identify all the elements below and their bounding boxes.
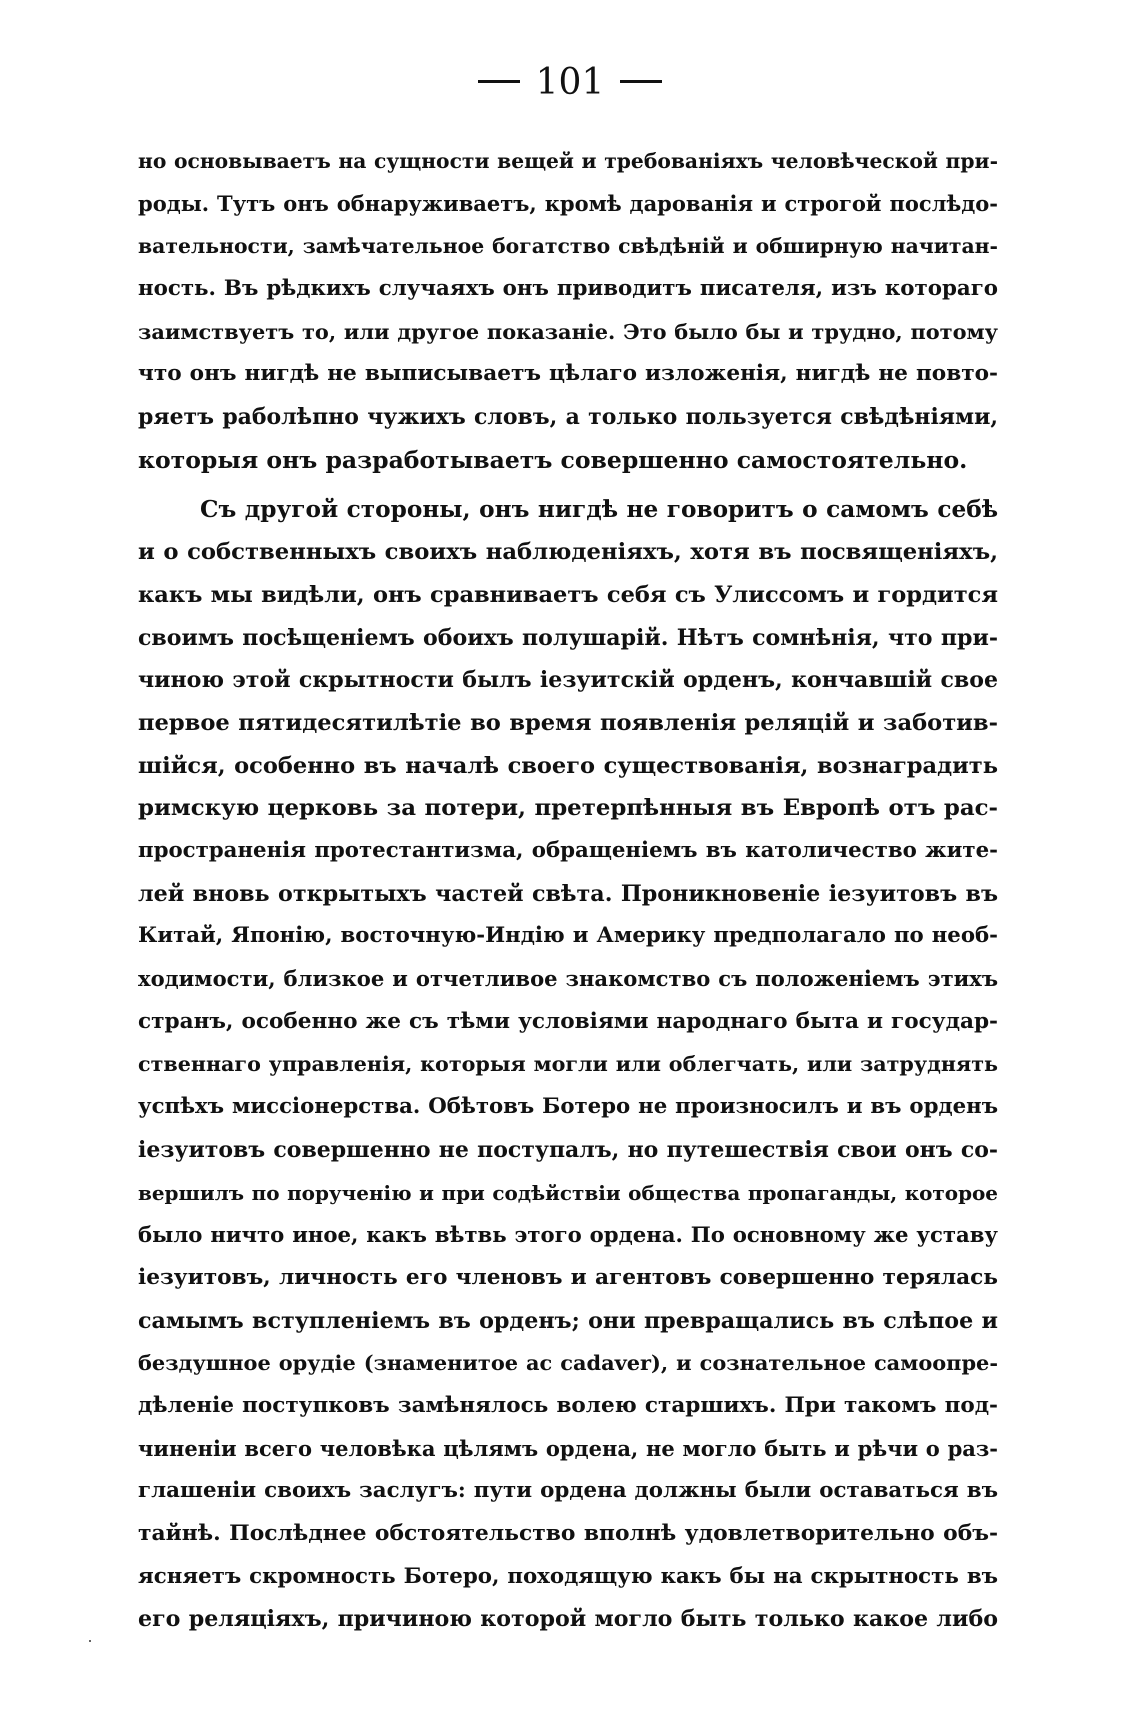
paragraph-gap <box>138 482 998 489</box>
text-line: заимствуетъ то, или другое показанiе. Это было бы и трудно, потому <box>138 318 998 344</box>
text-line: ственнаго управленiя, которыя могли или облегчать, или затруднять <box>138 1052 998 1077</box>
text-line: iезуитовъ, личность его членовъ и агентовъ совершенно терялась <box>138 1264 998 1290</box>
text-line: что онъ нигдѣ не выписываетъ цѣлаго изложенiя, нигдѣ не повто- <box>138 361 998 387</box>
text-line: Китай, Японiю, восточную-Индiю и Америку предполагало по необ- <box>138 923 998 949</box>
text-line: ходимости, близкое и отчетливое знакомство съ положенiемъ этихъ <box>138 966 998 992</box>
text-line: iезуитовъ совершенно не поступалъ, но путешествiя свои онъ со- <box>138 1136 998 1163</box>
page-header <box>0 62 1140 103</box>
text-line: какъ мы видѣли, онъ сравниваетъ себя съ Улиссомъ и гордится <box>138 581 998 608</box>
text-line: чиною этой скрытности былъ iезуитскiй орденъ, кончавшiй свое <box>138 667 998 694</box>
left-dash <box>478 80 520 83</box>
text-line: самымъ вступленiемъ въ орденъ; они превращались въ слѣпое и <box>138 1307 998 1334</box>
text-line: его реляцiяхъ, причиною которой могло быть только какое либо <box>138 1606 998 1633</box>
text-line: роды. Тутъ онъ обнаруживаетъ, кромѣ дарованiя и строгой послѣдо- <box>138 190 998 216</box>
text-line: вательности, замѣчательное богатство свѣдѣнiй и обширную начитан- <box>138 234 998 259</box>
text-line: тайнѣ. Послѣднее обстоятельство вполнѣ удовлетворительно объ- <box>138 1521 998 1546</box>
text-line: шiйся, особенно въ началѣ своего существованiя, вознаградить <box>138 752 998 779</box>
text-line: глашенiи своихъ заслугъ: пути ордена должны были оставаться въ <box>138 1478 998 1504</box>
text-line: было ничто иное, какъ вѣтвь этого ордена. По основному же уставу <box>138 1222 998 1248</box>
text-line: Съ другой стороны, онъ нигдѣ не говоритъ о самомъ себѣ <box>200 495 998 523</box>
text-line: вершилъ по порученiю и при содѣйствiи общества пропаганды, которое <box>138 1180 998 1205</box>
text-line: успѣхъ миссiонерства. Обѣтовъ Ботеро не произносилъ и въ орденъ <box>138 1094 998 1120</box>
text-line: пространенiя протестантизма, обращенiемъ въ католичество жите- <box>138 838 998 863</box>
text-line: дѣленiе поступковъ замѣнялось волею старшихъ. При такомъ под- <box>138 1392 998 1418</box>
text-line: ясняетъ скромность Ботеро, походящую какъ бы на скрытность въ <box>138 1563 998 1589</box>
text-line: своимъ посѣщенiемъ обоихъ полушарiй. Нѣтъ сомнѣнiя, что при- <box>138 624 998 651</box>
text-line: странъ, особенно же съ тѣми условiями народнаго быта и государ- <box>138 1008 998 1034</box>
text-line: чиненiи всего человѣка цѣлямъ ордена, не могло быть и рѣчи о раз- <box>138 1435 998 1461</box>
text-line: и о собственныхъ своихъ наблюденiяхъ, хотя въ посвященiяхъ, <box>138 539 998 566</box>
text-line: которыя онъ разработываетъ совершенно самостоятельно. <box>138 445 968 474</box>
print-speck <box>89 1640 91 1642</box>
text-line: первое пятидесятилѣтiе во время появленiя реляцiй и заботив- <box>138 709 998 736</box>
text-line: ность. Въ рѣдкихъ случаяхъ онъ приводитъ писателя, изъ котораго <box>138 276 998 302</box>
text-line: римскую церковь за потери, претерпѣнныя въ Европѣ отъ рас- <box>138 795 998 822</box>
right-dash <box>620 80 662 83</box>
body-text <box>138 140 998 1641</box>
text-line: лей вновь открытыхъ частей свѣта. Проникновенiе iезуитовъ въ <box>138 880 998 907</box>
text-line: но основываетъ на сущности вещей и требованiяхъ человѣческой при- <box>138 149 998 173</box>
text-line: бездушное орудiе (знаменитое ac cadaver), и сознательное самоопре- <box>138 1350 998 1376</box>
page-number: 101 <box>535 62 605 103</box>
text-line: ряетъ раболѣпно чужихъ словъ, а только пользуется свѣдѣнiями, <box>138 404 998 431</box>
paragraph <box>138 489 998 1642</box>
paragraph <box>138 140 998 482</box>
